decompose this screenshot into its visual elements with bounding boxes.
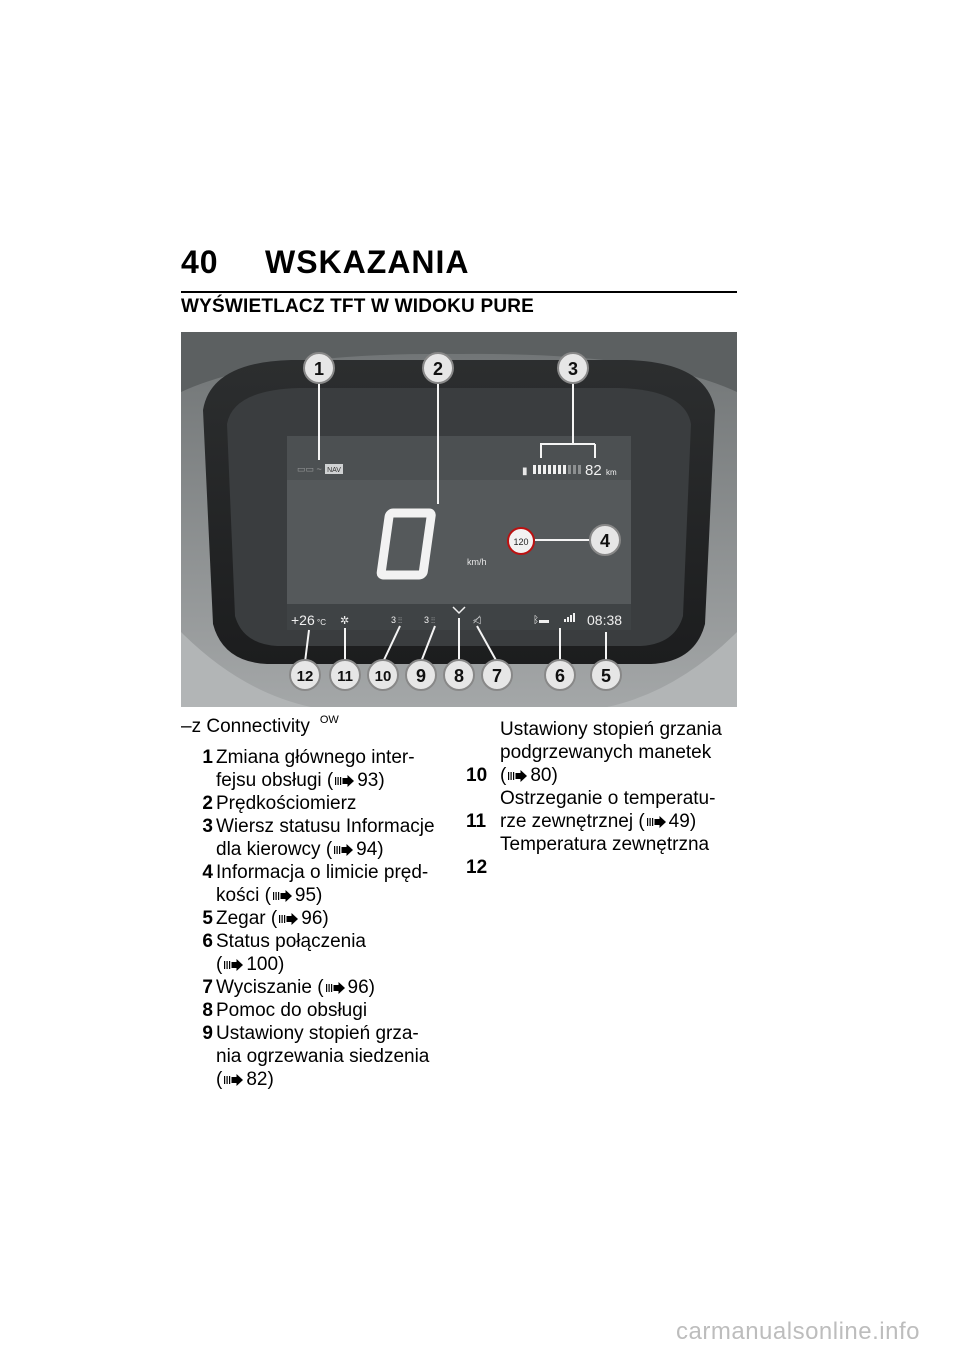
page-reference-link[interactable]: ( 95) [259, 885, 323, 906]
callout-11 [330, 660, 360, 690]
legend-item-line [216, 792, 441, 815]
legend-item-number: 9 [202, 1023, 213, 1044]
legend-item-4 [181, 861, 441, 907]
legend-item-line-text: kości [216, 885, 260, 906]
svg-text:12: 12 [296, 668, 314, 685]
page-reference-number: 49 [668, 811, 690, 832]
callout-9 [406, 660, 436, 690]
callout-8 [444, 660, 474, 690]
callout-12 [290, 660, 320, 690]
page-reference-arrow-icon [334, 844, 354, 856]
seat-heating-icon: ⫶⫶ [431, 616, 435, 625]
legend-item-5 [181, 907, 441, 930]
page-reference-arrow-icon [335, 775, 355, 787]
callout-4 [590, 525, 620, 555]
page-reference-number: 82 [246, 1069, 268, 1090]
legend-item-line-text: Status połączenia [216, 931, 366, 952]
legend-item-line-text: fejsu obsługi [216, 770, 322, 791]
watermark: carmanualsonline.info [676, 1318, 920, 1345]
page-reference-number: 96 [347, 977, 369, 998]
tft-display-figure [181, 332, 737, 707]
legend-item-line-text: Pomoc do obsługi [216, 1000, 368, 1021]
tft-display-illustration [181, 332, 737, 707]
legend-item-line-text: Ustawiony stopień grza- [216, 1023, 419, 1044]
nav-label: NAV [327, 467, 341, 474]
legend-item-line [216, 930, 441, 953]
page-reference-link[interactable]: ( 96) [265, 908, 329, 929]
page-reference-arrow-icon [224, 1074, 244, 1086]
page-reference-number: 80 [530, 765, 552, 786]
page-reference-link[interactable]: ( 96) [311, 977, 375, 998]
legend-item-line [216, 907, 441, 930]
svg-text:2: 2 [432, 359, 444, 379]
legend-item-line-text: Prędkościomierz [216, 793, 357, 814]
legend-item-line-text: rze zewnętrznej [500, 811, 634, 832]
legend-item-8 [181, 999, 441, 1022]
legend-item-line-text: Ostrzeganie o temperatu- [500, 788, 716, 809]
legend-item-text [216, 976, 441, 999]
svg-text:3: 3 [567, 359, 579, 379]
svg-text:9: 9 [415, 666, 427, 686]
legend-item-text [500, 833, 741, 879]
svg-text:5: 5 [600, 666, 612, 686]
temperature-unit: °C [317, 618, 326, 627]
legend-item-number: 8 [202, 1000, 213, 1021]
callout-7 [482, 660, 512, 690]
page-reference-link[interactable]: ( 82) [216, 1069, 274, 1090]
svg-text:8: 8 [453, 666, 465, 686]
page-reference-arrow-icon [279, 913, 299, 925]
page-reference-link[interactable]: ( 49) [633, 811, 697, 832]
seat-heating-level: 3 [424, 615, 430, 625]
svg-text:1: 1 [313, 359, 325, 379]
legend-item-number: 10 [466, 765, 488, 786]
page-number: 40 [181, 244, 219, 280]
legend-right-column [466, 718, 741, 879]
range-value: 82 [585, 462, 602, 479]
legend-item-line [500, 718, 741, 741]
legend-item-text [216, 746, 441, 792]
legend-item-text [216, 999, 441, 1022]
svg-text:10: 10 [374, 668, 392, 685]
legend-item-number: 7 [202, 977, 213, 998]
legend-item-text [216, 930, 441, 976]
page-reference-number: 100 [246, 954, 279, 975]
legend-item-line [216, 1022, 441, 1045]
header-rule [181, 291, 737, 293]
section-title: WYŚWIETLACZ TFT W WIDOKU PURE [181, 296, 535, 317]
page-reference-link[interactable]: ( 100) [216, 954, 285, 975]
range-unit: km [606, 468, 617, 477]
frost-warning-icon: ✲ [340, 615, 350, 627]
legend-item-7 [181, 976, 441, 999]
legend-item-line [216, 838, 441, 861]
legend-item-text [216, 907, 441, 930]
legend-item-number: 5 [202, 908, 213, 929]
legend-item-text [500, 718, 741, 787]
legend-item-11 [466, 787, 741, 833]
legend-item-line-text: Zegar [216, 908, 266, 929]
legend-item-text [500, 787, 741, 833]
legend-item-line [216, 976, 441, 999]
legend-item-9 [181, 1022, 441, 1091]
page-reference-link[interactable]: ( 93) [321, 770, 385, 791]
speed-unit: km/h [467, 557, 487, 567]
legend-item-line [216, 999, 441, 1022]
connectivity-note [181, 716, 339, 738]
legend-item-line [216, 1045, 441, 1068]
callout-1 [304, 353, 334, 383]
page-reference-arrow-icon [508, 770, 528, 782]
legend-item-3 [181, 815, 441, 861]
legend-item-number: 11 [466, 811, 487, 832]
legend-item-line [216, 769, 441, 792]
legend-item-number: 1 [202, 747, 213, 768]
page-reference-arrow-icon [273, 890, 293, 902]
legend-item-line-text: Temperatura zewnętrzna [500, 834, 710, 855]
legend-item-line-text: Wyciszanie [216, 977, 312, 998]
callout-5 [591, 660, 621, 690]
outside-temperature: +26 [291, 612, 315, 628]
legend-item-line-text: dla kierowcy [216, 839, 321, 860]
page-reference-arrow-icon [647, 816, 667, 828]
callout-3 [558, 353, 588, 383]
menu-indicator: ▭▭ ~ [297, 464, 322, 474]
mute-icon: ◁̸ [473, 615, 481, 626]
legend-item-line [500, 741, 741, 764]
legend-item-number: 6 [202, 931, 213, 952]
legend-item-1 [181, 746, 441, 792]
legend-item-line [500, 856, 741, 879]
svg-text:4: 4 [599, 531, 611, 551]
legend-item-line-text: Zmiana głównego inter- [216, 747, 415, 768]
legend-item-10 [466, 718, 741, 787]
page-reference-number: 96 [301, 908, 323, 929]
legend-item-text [216, 792, 441, 815]
connectivity-code: OW [319, 714, 339, 726]
legend-item-line [500, 810, 741, 833]
legend-item-number: 12 [466, 857, 488, 878]
legend-item-line [216, 953, 441, 976]
callout-6 [545, 660, 575, 690]
legend-item-text [216, 815, 441, 861]
legend-item-line [216, 884, 441, 907]
clock: 08:38 [587, 612, 623, 628]
page-reference-number: 93 [357, 770, 379, 791]
svg-text:7: 7 [491, 666, 503, 686]
legend-item-2 [181, 792, 441, 815]
legend-item-12 [466, 833, 741, 879]
legend-item-line [500, 833, 741, 856]
legend-item-6 [181, 930, 441, 976]
legend-item-line [216, 1068, 441, 1091]
page-reference-link[interactable]: ( 80) [500, 765, 558, 786]
grip-heating-level: 3 [391, 615, 397, 625]
legend-item-line-text: Ustawiony stopień grzania [500, 719, 722, 740]
legend-item-text [216, 1022, 441, 1091]
phone-battery-icon: ᛒ▬ [533, 615, 549, 626]
legend-item-text [216, 861, 441, 907]
legend-item-line-text: nia ogrzewania siedzenia [216, 1046, 430, 1067]
callout-2 [423, 353, 453, 383]
legend-item-line [216, 746, 441, 769]
page-reference-arrow-icon [326, 982, 346, 994]
legend-item-line [216, 815, 441, 838]
page-reference-link[interactable]: ( 94) [320, 839, 384, 860]
svg-text:11: 11 [337, 668, 353, 685]
legend-item-line-text: Wiersz statusu Informacje [216, 816, 435, 837]
legend-item-line-text: podgrzewanych manetek [500, 742, 712, 763]
svg-text:6: 6 [554, 666, 566, 686]
legend-item-number: 3 [202, 816, 213, 837]
legend-item-number: 2 [202, 793, 213, 814]
page-reference-arrow-icon [224, 959, 244, 971]
chapter-title: WSKAZANIA [265, 244, 470, 280]
page-reference-number: 95 [294, 885, 317, 906]
grip-heating-icon: ⫶⫶ [398, 616, 402, 625]
legend-item-number: 4 [202, 862, 213, 883]
page-reference-number: 94 [356, 839, 378, 860]
connectivity-label: –z Connectivity [181, 716, 310, 737]
legend-item-line-text: Informacja o limicie pręd- [216, 862, 429, 883]
legend-left-column [181, 746, 441, 1091]
fuel-icon: ▮ [522, 466, 528, 477]
legend-item-line [500, 787, 741, 810]
legend-item-line [500, 764, 741, 787]
callout-10 [368, 660, 398, 690]
speed-limit-value: 120 [513, 537, 529, 547]
legend-item-line [216, 861, 441, 884]
